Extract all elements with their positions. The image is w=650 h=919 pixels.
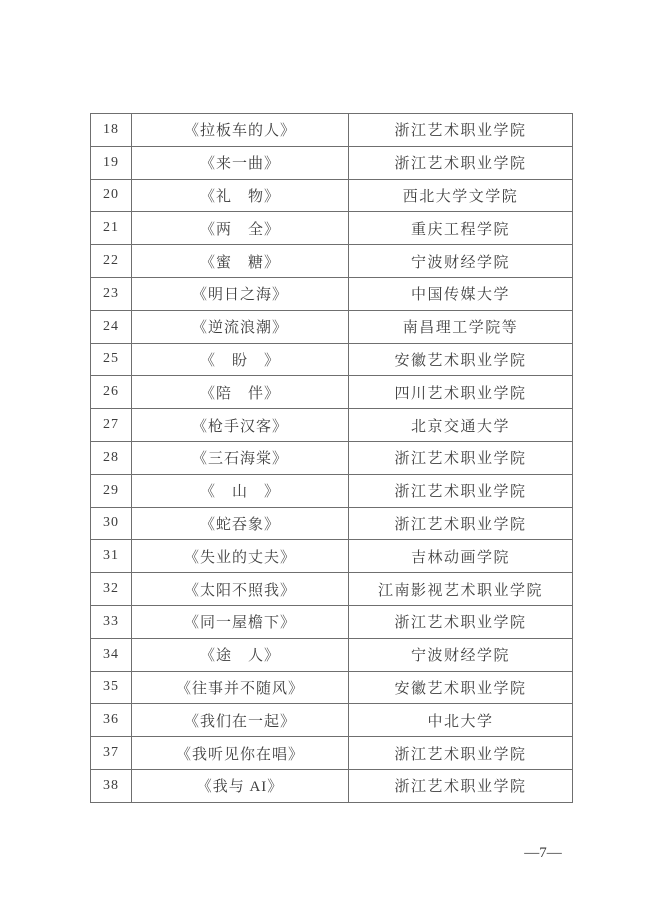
- institution-name: 浙江艺术职业学院: [349, 605, 573, 638]
- table-row: [91, 212, 573, 245]
- institution-name: 浙江艺术职业学院: [349, 441, 573, 474]
- institution-name: 安徽艺术职业学院: [349, 671, 573, 704]
- work-title: 《蛇吞象》: [132, 507, 349, 540]
- row-number: 32: [91, 573, 132, 606]
- institution-name: 四川艺术职业学院: [349, 376, 573, 409]
- institution-name: 安徽艺术职业学院: [349, 343, 573, 376]
- table-row: [91, 638, 573, 671]
- row-number: 38: [91, 769, 132, 802]
- row-number: 27: [91, 409, 132, 442]
- institution-name: 重庆工程学院: [349, 212, 573, 245]
- institution-name: 宁波财经学院: [349, 245, 573, 278]
- table-row: [91, 474, 573, 507]
- table-row: [91, 146, 573, 179]
- institution-name: 中国传媒大学: [349, 277, 573, 310]
- institution-name: 浙江艺术职业学院: [349, 769, 573, 802]
- institution-name: 浙江艺术职业学院: [349, 474, 573, 507]
- row-number: 20: [91, 179, 132, 212]
- institution-name: 江南影视艺术职业学院: [349, 573, 573, 606]
- work-title: 《太阳不照我》: [132, 573, 349, 606]
- work-title: 《来一曲》: [132, 146, 349, 179]
- row-number: 28: [91, 441, 132, 474]
- table-row: [91, 507, 573, 540]
- work-title: 《 山 》: [132, 474, 349, 507]
- table-row: [91, 376, 573, 409]
- row-number: 34: [91, 638, 132, 671]
- work-title: 《 盼 》: [132, 343, 349, 376]
- institution-name: 西北大学文学院: [349, 179, 573, 212]
- works-table-body: [91, 114, 573, 803]
- table-row: [91, 179, 573, 212]
- table-row: [91, 573, 573, 606]
- institution-name: 中北大学: [349, 704, 573, 737]
- work-title: 《明日之海》: [132, 277, 349, 310]
- row-number: 24: [91, 310, 132, 343]
- row-number: 29: [91, 474, 132, 507]
- works-table: [90, 113, 573, 803]
- page-number: —7—: [524, 845, 562, 861]
- work-title: 《礼 物》: [132, 179, 349, 212]
- work-title: 《逆流浪潮》: [132, 310, 349, 343]
- row-number: 30: [91, 507, 132, 540]
- work-title: 《两 全》: [132, 212, 349, 245]
- row-number: 26: [91, 376, 132, 409]
- row-number: 22: [91, 245, 132, 278]
- table-row: [91, 704, 573, 737]
- table-row: [91, 737, 573, 770]
- work-title: 《我听见你在唱》: [132, 737, 349, 770]
- table-row: [91, 245, 573, 278]
- institution-name: 宁波财经学院: [349, 638, 573, 671]
- table-row: [91, 343, 573, 376]
- work-title: 《拉板车的人》: [132, 114, 349, 147]
- work-title: 《蜜 糖》: [132, 245, 349, 278]
- row-number: 36: [91, 704, 132, 737]
- row-number: 37: [91, 737, 132, 770]
- table-row: [91, 277, 573, 310]
- work-title: 《途 人》: [132, 638, 349, 671]
- table-row: [91, 441, 573, 474]
- work-title: 《三石海棠》: [132, 441, 349, 474]
- table-row: [91, 310, 573, 343]
- work-title: 《陪 伴》: [132, 376, 349, 409]
- row-number: 18: [91, 114, 132, 147]
- table-row: [91, 769, 573, 802]
- institution-name: 浙江艺术职业学院: [349, 114, 573, 147]
- work-title: 《失业的丈夫》: [132, 540, 349, 573]
- table-row: [91, 114, 573, 147]
- work-title: 《我们在一起》: [132, 704, 349, 737]
- table-row: [91, 605, 573, 638]
- row-number: 33: [91, 605, 132, 638]
- work-title: 《同一屋檐下》: [132, 605, 349, 638]
- table-row: [91, 671, 573, 704]
- table-row: [91, 540, 573, 573]
- institution-name: 吉林动画学院: [349, 540, 573, 573]
- row-number: 31: [91, 540, 132, 573]
- table-row: [91, 409, 573, 442]
- work-title: 《枪手汉客》: [132, 409, 349, 442]
- institution-name: 浙江艺术职业学院: [349, 737, 573, 770]
- row-number: 23: [91, 277, 132, 310]
- institution-name: 北京交通大学: [349, 409, 573, 442]
- row-number: 25: [91, 343, 132, 376]
- work-title: 《我与 AI》: [132, 769, 349, 802]
- institution-name: 浙江艺术职业学院: [349, 507, 573, 540]
- work-title: 《往事并不随风》: [132, 671, 349, 704]
- row-number: 35: [91, 671, 132, 704]
- institution-name: 南昌理工学院等: [349, 310, 573, 343]
- institution-name: 浙江艺术职业学院: [349, 146, 573, 179]
- row-number: 21: [91, 212, 132, 245]
- row-number: 19: [91, 146, 132, 179]
